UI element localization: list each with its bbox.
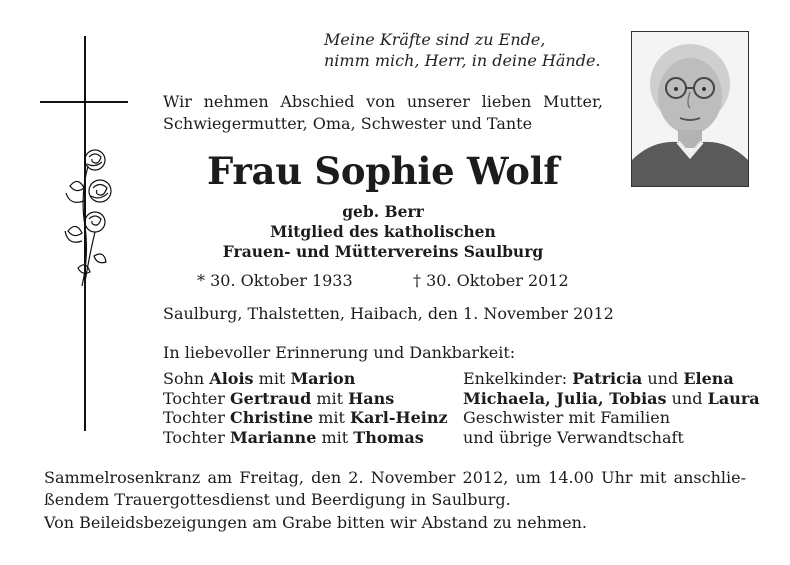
grandchildren-line-2: Michaela, Julia, Tobias und Laura xyxy=(463,388,760,408)
membership-line-2: Frauen- und Müttervereins Saulburg xyxy=(222,242,544,261)
quote-line-1: Meine Kräfte sind zu Ende, xyxy=(324,30,546,49)
mourning-line: In liebevoller Erinnerung und Dankbarkeit: xyxy=(163,343,516,362)
relative-row: Sohn Alois mit Marion xyxy=(163,369,356,388)
place-and-date: Saulburg, Thalstetten, Haibach, den 1. November 2012 xyxy=(163,304,614,323)
birth-date: * 30. Oktober 1933 xyxy=(197,271,353,290)
deceased-details xyxy=(163,202,603,262)
portrait-illustration xyxy=(632,32,748,186)
service-line-2: ßendem Trauergottesdienst und Beerdigung in Saulburg. xyxy=(44,490,511,509)
farewell-line-1: Wir nehmen Abschied von unserer lieben Mutter, xyxy=(163,92,603,111)
relative-row: Tochter Gertraud mit Hans xyxy=(163,388,395,408)
death-date: † 30. Oktober 2012 xyxy=(413,271,569,290)
relative-row: Tochter Christine mit Karl-Heinz xyxy=(163,408,448,427)
portrait-photo xyxy=(631,31,749,187)
service-line-1: Sammelrosenkranz am Freitag, den 2. November 2012, um 14.00 Uhr mit anschlie- xyxy=(44,468,746,487)
relatives-left xyxy=(163,369,448,447)
closing-note: Von Beileidsbezeigungen am Grabe bitten wir Abstand zu nehmen. xyxy=(44,513,588,532)
relatives-right xyxy=(463,369,760,447)
siblings-line: Geschwister mit Familien xyxy=(463,408,671,427)
grandchildren-line-1: Enkelkinder: Patricia und Elena xyxy=(463,369,734,388)
quote xyxy=(324,29,601,71)
maiden-name: geb. Berr xyxy=(342,202,424,221)
relative-row: Tochter Marianne mit Thomas xyxy=(163,427,424,447)
farewell-text xyxy=(163,91,603,135)
other-relatives-line: und übrige Verwandtschaft xyxy=(463,427,684,447)
membership-line-1: Mitglied des katholischen xyxy=(270,222,496,241)
quote-line-2: nimm mich, Herr, in deine Hände. xyxy=(324,51,601,70)
service-info xyxy=(44,467,746,511)
farewell-line-2: Schwiegermutter, Oma, Schwester und Tante xyxy=(163,114,533,133)
cross-icon xyxy=(40,36,130,436)
rose-branch-icon xyxy=(65,150,111,286)
deceased-name: Frau Sophie Wolf xyxy=(207,149,559,193)
